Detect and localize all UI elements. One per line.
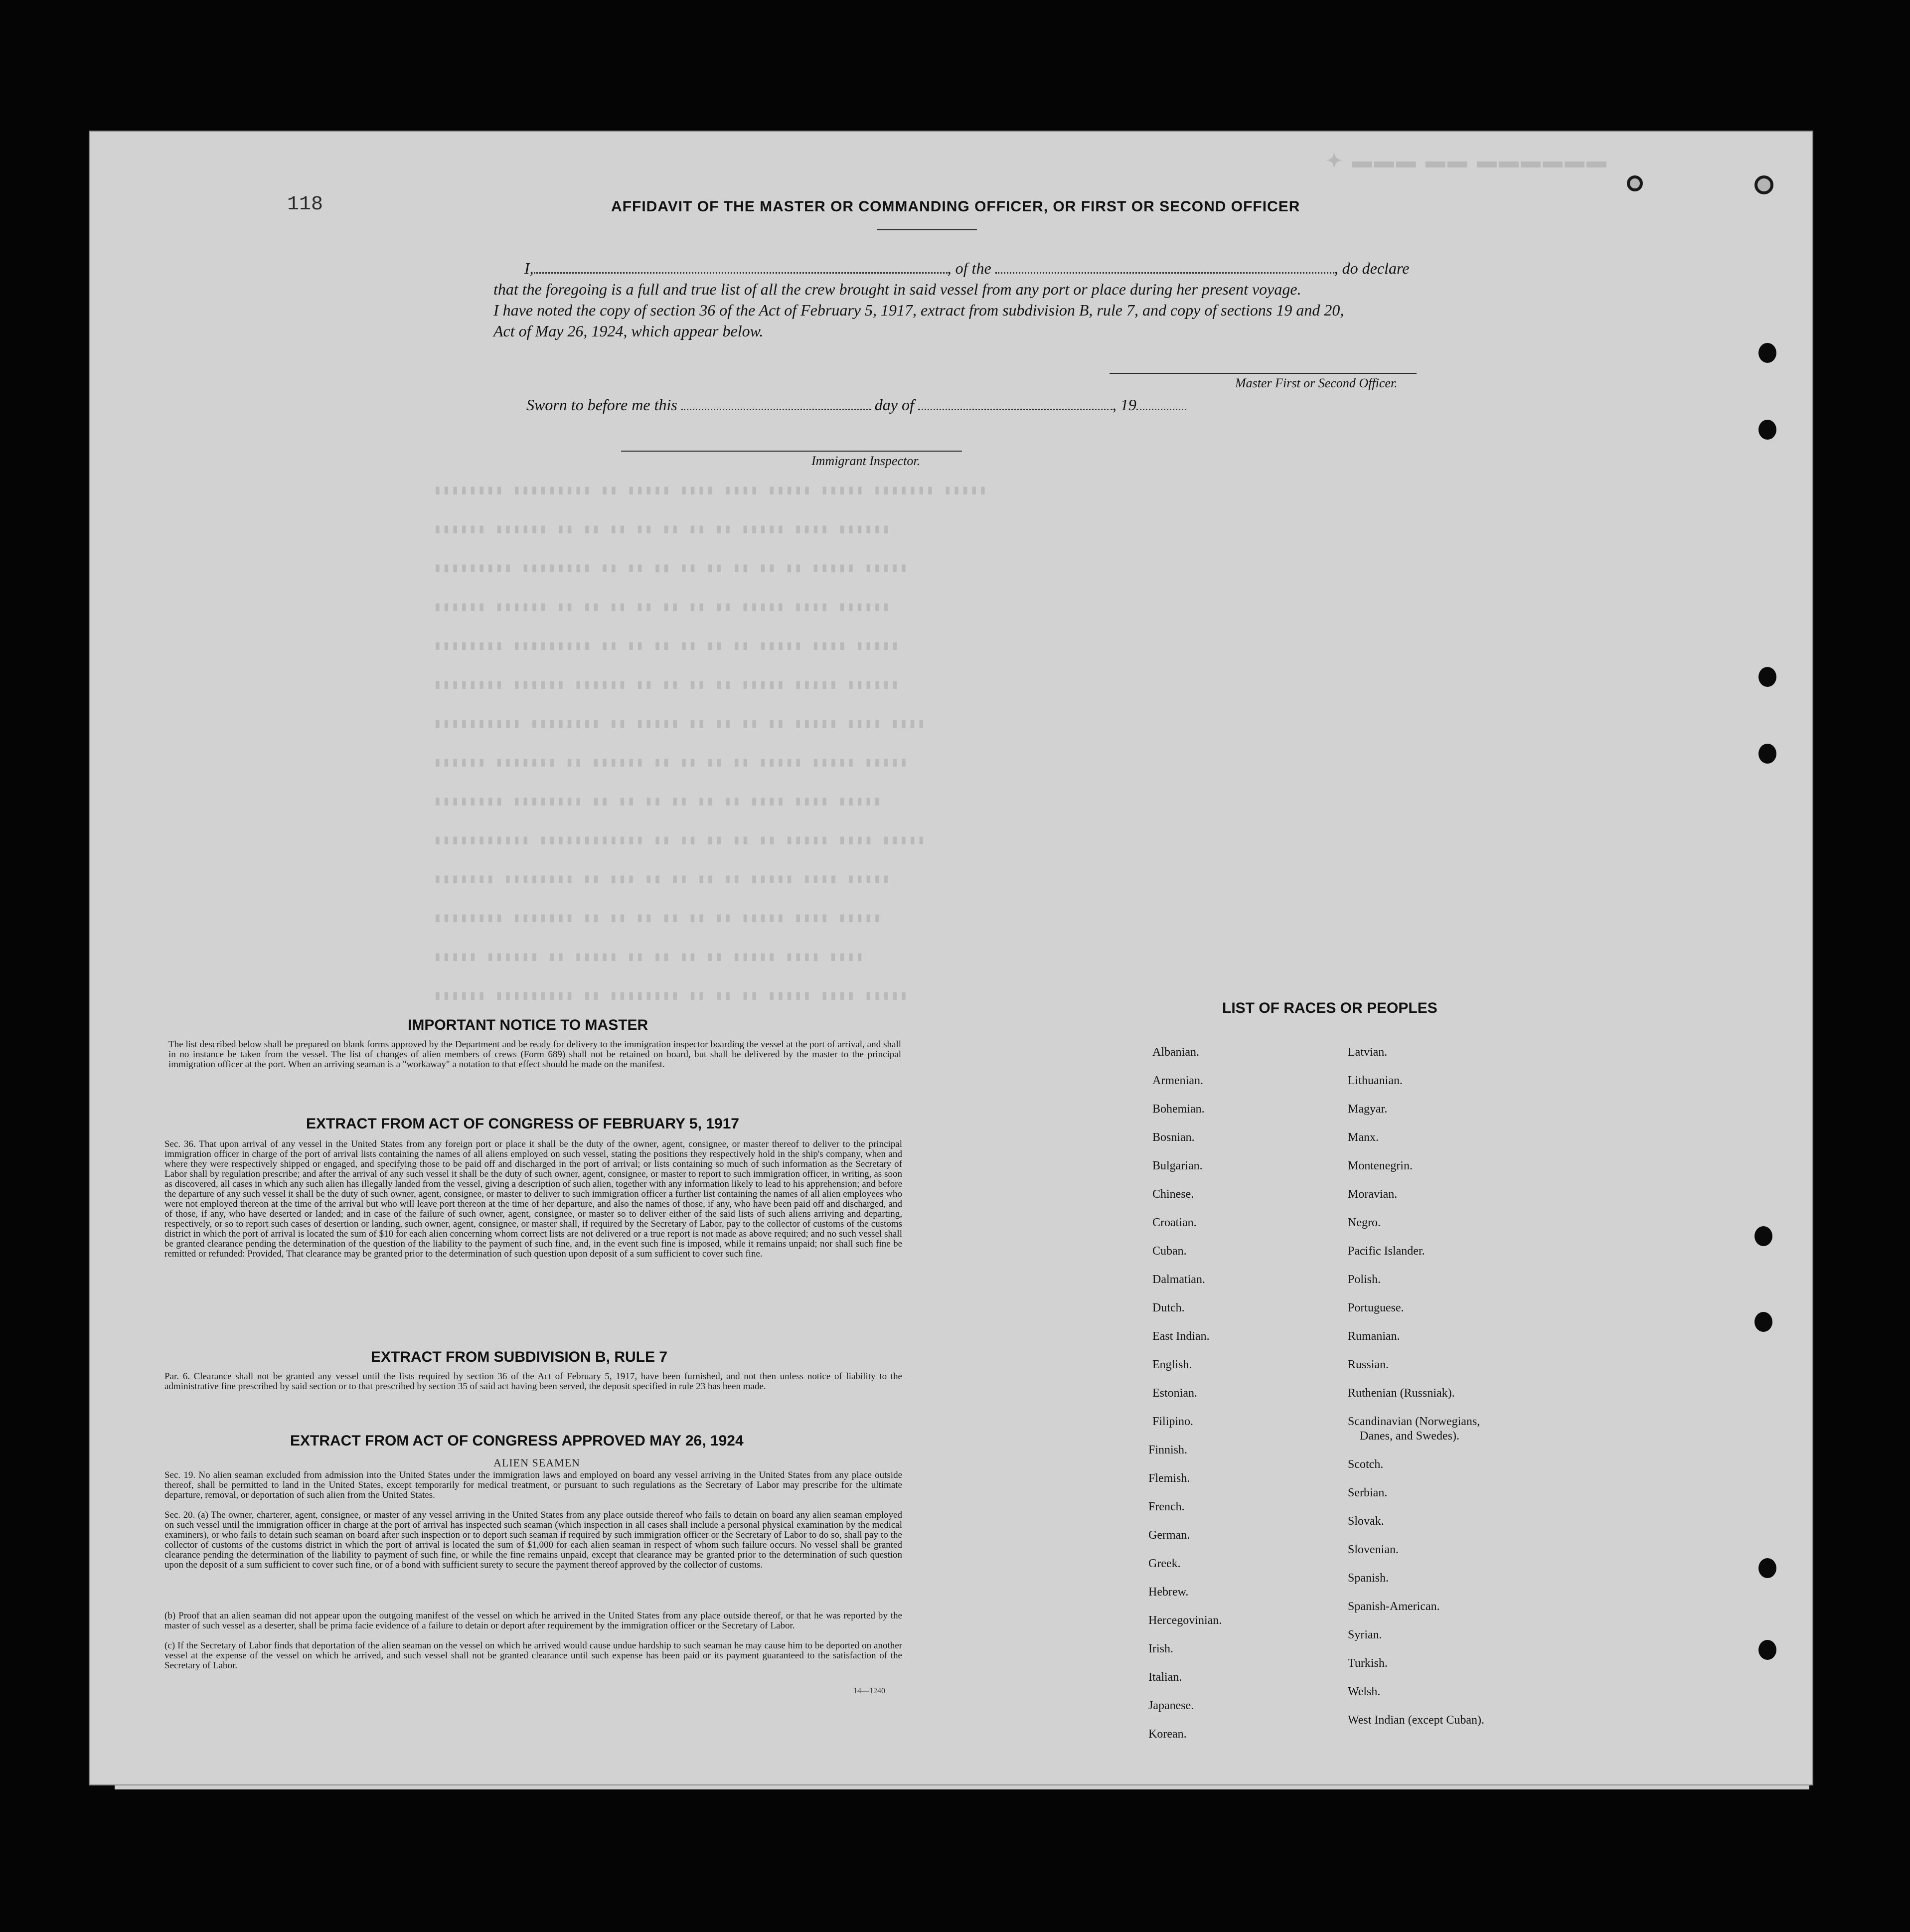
race-item: Danes, and Swedes).: [1360, 1430, 1459, 1443]
bleed-through-row: ▮▮▮▮▮▮▮▮ ▮▮▮▮▮▮▮▮ ▮▮ ▮▮ ▮▮ ▮▮ ▮▮ ▮▮ ▮▮▮▮ ▮▮▮▮ ▮▮▮▮▮: [434, 794, 882, 809]
title-underline: [877, 229, 977, 230]
race-item: Rumanian.: [1348, 1330, 1400, 1343]
race-item: Portuguese.: [1348, 1301, 1404, 1314]
affidavit-line-4: Act of May 26, 1924, which appear below.: [493, 322, 764, 340]
sec19-text: Sec. 19. No alien seaman excluded from admission into the United States under the immigration laws and employed on board any vessel arriving in the United States from any place outside thereof, shall be permitted to land in the United States, except temporarily for medical treatment, or pursuant to such regulations as the Secretary of Labor may prescribe for the ultimate departure, removal, or deportation of such alien from the United States.: [164, 1470, 902, 1500]
race-item: Albanian.: [1152, 1046, 1199, 1059]
bleed-through-row: ▮▮▮▮▮▮▮▮▮▮▮ ▮▮▮▮▮▮▮▮▮▮▮▮ ▮▮ ▮▮ ▮▮ ▮▮ ▮▮ ▮▮▮▮▮ ▮▮▮▮ ▮▮▮▮▮: [434, 833, 927, 848]
race-item: English.: [1152, 1358, 1192, 1371]
punch-hole: [1758, 343, 1776, 363]
sec20c-text: (c) If the Secretary of Labor finds that deportation of the alien seaman on the vessel on which he arrived would cause undue hardship to such seaman he may cause him to be deported on another vessel at the expense of the vessel on which he arrived, and such vessel shall not be granted clearance until such expense has been paid or its payment guaranteed to the satisfaction of the Secretary of Labor.: [164, 1640, 902, 1671]
name-blank: [534, 272, 948, 274]
race-item: Bulgarian.: [1152, 1159, 1203, 1172]
year-label: , 19: [1112, 396, 1136, 414]
bleed-through-row: ▮▮▮▮▮▮ ▮▮▮▮▮▮▮ ▮▮ ▮▮▮▮▮▮ ▮▮ ▮▮ ▮▮ ▮▮ ▮▮▮▮▮ ▮▮▮▮▮ ▮▮▮▮▮: [434, 755, 909, 770]
races-title: LIST OF RACES OR PEOPLES: [1222, 1000, 1437, 1016]
extract-1917-title: EXTRACT FROM ACT OF CONGRESS OF FEBRUARY 5, 1917: [306, 1116, 739, 1132]
bleed-through-row: ▮▮▮▮▮▮▮▮▮ ▮▮▮▮▮▮▮▮ ▮▮ ▮▮ ▮▮ ▮▮ ▮▮ ▮▮ ▮▮ ▮▮ ▮▮▮▮▮ ▮▮▮▮▮: [434, 561, 909, 576]
race-item: Greek.: [1148, 1557, 1181, 1570]
affidavit-line-3: I have noted the copy of section 36 of the Act of February 5, 1917, extract from subdivision B, rule 7, and copy of sections 19 and 20,: [493, 301, 1344, 319]
punch-hole: [1627, 175, 1643, 191]
punch-hole: [1758, 420, 1776, 440]
alien-seamen-subtitle: ALIEN SEAMEN: [493, 1456, 580, 1469]
race-item: Pacific Islander.: [1348, 1245, 1425, 1258]
sworn-line: [526, 396, 1186, 414]
race-item: Polish.: [1348, 1273, 1381, 1286]
do-declare-label: , do declare: [1334, 259, 1410, 277]
sworn-label: Sworn to before me this: [526, 396, 677, 414]
race-item: Moravian.: [1348, 1188, 1398, 1201]
race-item: Irish.: [1148, 1642, 1173, 1655]
punch-hole: [1754, 175, 1773, 194]
sworn-year-blank: [1136, 409, 1186, 410]
punch-hole: [1758, 667, 1776, 687]
race-item: Chinese.: [1152, 1188, 1194, 1201]
bleed-through-row: ▮▮▮▮▮▮ ▮▮▮▮▮▮ ▮▮ ▮▮ ▮▮ ▮▮ ▮▮ ▮▮ ▮▮ ▮▮▮▮▮ ▮▮▮▮ ▮▮▮▮▮▮: [434, 600, 891, 615]
master-signature-label: Master First or Second Officer.: [1235, 376, 1398, 390]
inspector-signature-label: Immigrant Inspector.: [811, 454, 921, 468]
race-item: Latvian.: [1348, 1046, 1388, 1059]
extract-1924-title: EXTRACT FROM ACT OF CONGRESS APPROVED MAY 26, 1924: [290, 1433, 744, 1449]
master-signature-line: [1110, 373, 1417, 374]
bleed-through-row: ▮▮▮▮▮▮▮▮ ▮▮▮▮▮▮▮ ▮▮ ▮▮ ▮▮ ▮▮ ▮▮ ▮▮ ▮▮▮▮▮ ▮▮▮▮ ▮▮▮▮▮: [434, 911, 882, 926]
race-item: Welsh.: [1348, 1685, 1381, 1698]
race-item: Dalmatian.: [1152, 1273, 1205, 1286]
notice-text: The list described below shall be prepared on blank forms approved by the Department and be ready for delivery to the immigration inspector boarding the vessel at the port of arrival, and shall in no instance be taken from the vessel. The list of changes of alien members of crews (Form 689) shall not be retained on board, but shall be delivered by the master to the principal immigration officer at the port. When an arriving seaman is a "workaway" a notation to that effect should be made on the manifest.: [168, 1039, 901, 1070]
day-of-label: day of: [874, 396, 914, 414]
race-item: Syrian.: [1348, 1628, 1382, 1641]
bleed-through-row: ▮▮▮▮▮▮▮▮ ▮▮▮▮▮▮ ▮▮▮▮▮▮ ▮▮ ▮▮ ▮▮ ▮▮ ▮▮▮▮▮ ▮▮▮▮▮ ▮▮▮▮▮▮: [434, 677, 900, 692]
race-item: Flemish.: [1148, 1472, 1190, 1485]
race-item: Finnish.: [1148, 1444, 1188, 1456]
race-item: French.: [1148, 1500, 1185, 1513]
race-item: Spanish-American.: [1348, 1600, 1440, 1613]
extract-1917-text: Sec. 36. That upon arrival of any vessel in the United States from any foreign port or place it shall be the duty of the owner, agent, consignee, or master thereof to deliver to the principal immigration officer in charge of the port of arrival lists containing the names of all aliens employed on such vessel, stating the positions they respectively hold in the ship's company, when and where they were respectively shipped or engaged, and specifying those to be paid off and discharged in the port of arrival; or lists containing so much of such information as the Secretary of Labor shall by regulation prescribe; and after the arrival of any such vessel it shall be the duty of such owner, agent, consignee, or master to report to such immigration officer, in writing, as soon as discovered, all cases in which any such alien has illegally landed from the vessel, giving a description of such alien, together with any information likely to lead to his apprehension; and before the departure of any such vessel it shall be the duty of such owner, agent, consignee, or master to deliver to such immigration officer a further list containing the names of all alien employees who were not employed thereon at the time of the arrival but who will leave port thereon at the time of her departure, and also the names of those, if any, who have been paid off and discharged, and of those, if any, who have deserted or landed; and in case of the failure of such owner, agent, consignee, or master so to deliver either of the said lists of such aliens arriving and departing, respectively, or so to report such cases of desertion or landing, such owner, agent, consignee, or master shall, if required by the Secretary of Labor, pay to the collector of customs of the customs district in which the port of arrival is located the sum of $10 for each alien concerning whom correct lists are not delivered or a true report is not made as above required; and no such vessel shall be granted clearance pending the determination of the question of the liability to the payment of such fine, and, in the event such fine is imposed, while it remains unpaid; nor shall such fine be remitted or refunded: Provided, That clearance may be granted prior to the determination of such question upon deposit of a sum sufficient to cover such fine.: [164, 1139, 902, 1259]
bleed-through-row: ▮▮▮▮▮▮ ▮▮▮▮▮▮ ▮▮ ▮▮ ▮▮ ▮▮ ▮▮ ▮▮ ▮▮ ▮▮▮▮▮ ▮▮▮▮ ▮▮▮▮▮▮: [434, 522, 891, 537]
inspector-signature-line: [621, 451, 962, 452]
race-item: Filipino.: [1152, 1415, 1194, 1428]
race-item: Armenian.: [1152, 1074, 1203, 1087]
race-item: Lithuanian.: [1348, 1074, 1403, 1087]
race-item: Hebrew.: [1148, 1586, 1189, 1599]
punch-hole: [1758, 1558, 1776, 1578]
punch-hole: [1754, 1226, 1772, 1246]
punch-hole: [1758, 744, 1776, 764]
affidavit-title: AFFIDAVIT OF THE MASTER OR COMMANDING OFFICER, OR FIRST OR SECOND OFFICER: [611, 198, 1300, 215]
race-item: Manx.: [1348, 1131, 1379, 1144]
bleed-through-row: ▮▮▮▮▮▮▮▮▮▮ ▮▮▮▮▮▮▮▮ ▮▮ ▮▮▮▮▮ ▮▮ ▮▮ ▮▮ ▮▮ ▮▮▮▮▮ ▮▮▮▮ ▮▮▮▮: [434, 716, 927, 731]
sheet-number: 118: [287, 193, 323, 216]
bleed-through-row: ▮▮▮▮▮▮▮▮ ▮▮▮▮▮▮▮▮▮ ▮▮ ▮▮ ▮▮ ▮▮ ▮▮ ▮▮ ▮▮▮▮▮ ▮▮▮▮ ▮▮▮▮▮: [434, 639, 900, 653]
race-item: Spanish.: [1348, 1572, 1389, 1585]
bleed-through-heading: ✦ ▬▬▬ ▬▬ ▬▬▬▬▬▬: [1326, 150, 1608, 172]
affidavit-line-2: that the foregoing is a full and true list of all the crew brought in said vessel from any port or place during her present voyage.: [493, 280, 1301, 298]
race-item: Magyar.: [1348, 1103, 1388, 1116]
sworn-day-blank: [681, 409, 871, 410]
race-item: Russian.: [1348, 1358, 1389, 1371]
race-item: Negro.: [1348, 1216, 1381, 1229]
form-number: 14—1240: [853, 1687, 885, 1695]
race-item: Italian.: [1148, 1671, 1182, 1684]
race-item: Slovak.: [1348, 1515, 1384, 1528]
race-item: Slovenian.: [1348, 1543, 1399, 1556]
race-item: Croatian.: [1152, 1216, 1197, 1229]
rule7-title: EXTRACT FROM SUBDIVISION B, RULE 7: [371, 1349, 668, 1365]
race-item: German.: [1148, 1529, 1190, 1542]
race-item: West Indian (except Cuban).: [1348, 1714, 1484, 1727]
race-item: Dutch.: [1152, 1301, 1185, 1314]
race-item: Bohemian.: [1152, 1103, 1205, 1116]
bleed-through-row: ▮▮▮▮▮ ▮▮▮▮▮▮ ▮▮ ▮▮▮▮▮ ▮▮ ▮▮ ▮▮ ▮▮ ▮▮▮▮▮ ▮▮▮▮ ▮▮▮▮: [434, 950, 865, 965]
rule7-text: Par. 6. Clearance shall not be granted any vessel until the lists required by section 36 of the Act of February 5, 1917, have been furnished, and not then unless notice of liability to the administrative fine prescribed by said section or to that prescribed by section 35 of said act having been served, the deposit specified in rule 23 has been made.: [164, 1371, 902, 1392]
race-item: Turkish.: [1348, 1657, 1388, 1670]
bleed-through-row: ▮▮▮▮▮▮▮ ▮▮▮▮▮▮▮▮ ▮▮ ▮▮▮ ▮▮ ▮▮ ▮▮ ▮▮ ▮▮▮▮▮ ▮▮▮▮ ▮▮▮▮▮: [434, 872, 891, 887]
punch-hole: [1754, 1312, 1772, 1332]
race-item: Scotch.: [1348, 1458, 1384, 1471]
race-item: Hercegovinian.: [1148, 1614, 1222, 1627]
vessel-blank: [995, 272, 1334, 274]
sworn-month-blank: [918, 409, 1113, 410]
punch-hole: [1758, 1640, 1776, 1660]
race-item: Cuban.: [1152, 1245, 1187, 1258]
bleed-through-row: ▮▮▮▮▮▮ ▮▮▮▮▮▮▮▮▮ ▮▮ ▮▮▮▮▮▮▮▮ ▮▮ ▮▮ ▮▮ ▮▮▮▮▮ ▮▮▮▮ ▮▮▮▮▮: [434, 988, 909, 1003]
race-item: Estonian.: [1152, 1387, 1197, 1400]
race-item: Serbian.: [1348, 1486, 1388, 1499]
race-item: Bosnian.: [1152, 1131, 1195, 1144]
race-item: Korean.: [1148, 1728, 1187, 1741]
race-item: Scandinavian (Norwegians,: [1348, 1415, 1480, 1428]
of-the-label: , of the: [947, 259, 991, 277]
sec20b-text: (b) Proof that an alien seaman did not appear upon the outgoing manifest of the vessel on which he arrived in the United States from any place outside thereof, or that he was reported by the master of such vessel as a deserter, shall be prima facie evidence of a failure to detain or deport after requirement by the immigration officer or the Secretary of Labor.: [164, 1610, 902, 1631]
race-item: Montenegrin.: [1348, 1159, 1413, 1172]
notice-title: IMPORTANT NOTICE TO MASTER: [408, 1017, 648, 1033]
race-item: Japanese.: [1148, 1699, 1194, 1712]
race-item: Ruthenian (Russniak).: [1348, 1387, 1455, 1400]
i-label: I,: [524, 259, 534, 277]
bleed-through-row: ▮▮▮▮▮▮▮▮ ▮▮▮▮▮▮▮▮▮ ▮▮ ▮▮▮▮▮ ▮▮▮▮ ▮▮▮▮ ▮▮▮▮▮ ▮▮▮▮▮ ▮▮▮▮▮▮▮ ▮▮▮▮▮: [434, 483, 988, 498]
sec20a-text: Sec. 20. (a) The owner, charterer, agent, consignee, or master of any vessel arriving in the United States from any place outside thereof who fails to detain on board any alien seaman employed on such vessel until the immigration officer in charge at the port of arrival has inspected such seaman (which inspection in all cases shall include a personal physical examination by the medical examiners), or who fails to detain such seaman on board after such inspection or to deport such seaman if required by such immigration officer or the Secretary of Labor to do so, shall pay to the collector of customs of the customs district in which the port of arrival is located the sum of $1,000 for each alien seaman in respect of whom such failure occurs. No vessel shall be granted clearance pending the determination of the liability to payment of such fine, or while the fine remains unpaid, except that clearance may be granted prior to the determination of such question upon the deposit of a sum sufficient to cover such fine, or of a bond with sufficient surety to secure the payment thereof approved by the collector of customs.: [164, 1510, 902, 1570]
race-item: East Indian.: [1152, 1330, 1210, 1343]
affidavit-line-1: [524, 259, 1409, 278]
